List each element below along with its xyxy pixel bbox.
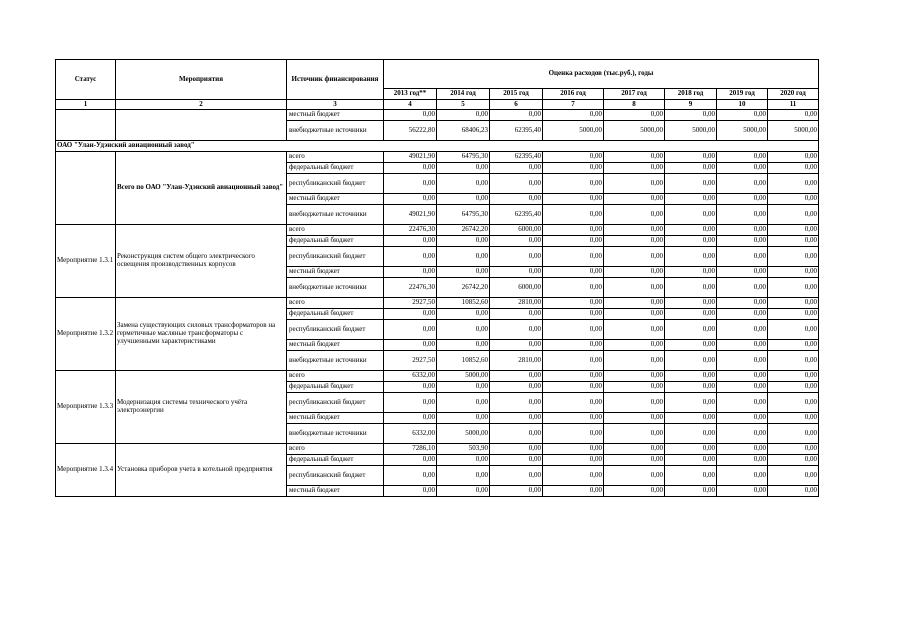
header-status: Статус (56, 60, 116, 100)
value-cell: 0,00 (543, 486, 604, 497)
value-cell: 0,00 (437, 247, 490, 267)
value-cell: 0,00 (543, 424, 604, 444)
value-cell: 0,00 (768, 247, 819, 267)
value-cell: 0,00 (768, 298, 819, 309)
value-cell: 0,00 (604, 174, 665, 194)
value-cell: 0,00 (768, 382, 819, 393)
value-cell: 5000,00 (437, 371, 490, 382)
value-cell: 0,00 (384, 267, 437, 278)
value-cell: 0,00 (543, 152, 604, 163)
value-cell: 0,00 (437, 466, 490, 486)
value-cell: 0,00 (490, 320, 543, 340)
value-cell: 0,00 (604, 236, 665, 247)
value-cell: 0,00 (717, 225, 768, 236)
value-cell: 0,00 (604, 298, 665, 309)
value-cell: 0,00 (768, 424, 819, 444)
value-cell: 6332,00 (384, 424, 437, 444)
value-cell: 0,00 (543, 393, 604, 413)
value-cell: 2810,00 (490, 298, 543, 309)
value-cell: 2927,50 (384, 298, 437, 309)
value-cell: 0,00 (665, 247, 717, 267)
funding-source: внебюджетные источники (287, 205, 384, 225)
table-row (56, 298, 819, 309)
funding-source: внебюджетные источники (287, 351, 384, 371)
value-cell: 0,00 (384, 340, 437, 351)
value-cell: 0,00 (768, 174, 819, 194)
value-cell: 0,00 (665, 278, 717, 298)
value-cell: 0,00 (665, 351, 717, 371)
value-cell: 0,00 (665, 298, 717, 309)
value-cell: 0,00 (384, 382, 437, 393)
value-cell: 5000,00 (665, 121, 717, 141)
value-cell: 56222,80 (384, 121, 437, 141)
value-cell: 0,00 (717, 486, 768, 497)
value-cell: 0,00 (665, 413, 717, 424)
value-cell: 0,00 (437, 393, 490, 413)
value-cell: 2927,50 (384, 351, 437, 371)
value-cell: 0,00 (604, 371, 665, 382)
value-cell: 0,00 (717, 205, 768, 225)
value-cell: 0,00 (665, 340, 717, 351)
funding-source: местный бюджет (287, 267, 384, 278)
column-number: 6 (490, 100, 543, 110)
value-cell: 0,00 (665, 225, 717, 236)
value-cell: 64795,30 (437, 152, 490, 163)
value-cell: 0,00 (768, 340, 819, 351)
value-cell: 0,00 (490, 455, 543, 466)
value-cell: 0,00 (543, 371, 604, 382)
value-cell: 0,00 (717, 455, 768, 466)
value-cell: 0,00 (490, 466, 543, 486)
value-cell: 0,00 (437, 194, 490, 205)
column-number: 9 (665, 100, 717, 110)
value-cell: 0,00 (543, 444, 604, 455)
value-cell: 0,00 (543, 247, 604, 267)
value-cell: 0,00 (543, 455, 604, 466)
value-cell: 6332,00 (384, 371, 437, 382)
value-cell: 0,00 (384, 466, 437, 486)
value-cell: 0,00 (768, 371, 819, 382)
value-cell: 0,00 (768, 393, 819, 413)
value-cell: 0,00 (768, 225, 819, 236)
header-year: 2014 год (437, 89, 490, 100)
value-cell: 0,00 (543, 267, 604, 278)
column-number: 10 (717, 100, 768, 110)
value-cell: 22476,30 (384, 278, 437, 298)
value-cell: 0,00 (604, 163, 665, 174)
value-cell: 0,00 (717, 247, 768, 267)
value-cell: 0,00 (384, 174, 437, 194)
value-cell: 0,00 (768, 466, 819, 486)
header-year: 2015 год (490, 89, 543, 100)
value-cell: 64795,30 (437, 205, 490, 225)
header-year: 2013 год** (384, 89, 437, 100)
value-cell: 7286,10 (384, 444, 437, 455)
funding-source: республиканский бюджет (287, 247, 384, 267)
value-cell: 0,00 (437, 320, 490, 340)
value-cell: 0,00 (717, 466, 768, 486)
value-cell: 0,00 (543, 340, 604, 351)
value-cell: 0,00 (543, 413, 604, 424)
value-cell: 0,00 (665, 320, 717, 340)
value-cell: 0,00 (665, 371, 717, 382)
value-cell: 0,00 (543, 236, 604, 247)
value-cell: 5000,00 (768, 121, 819, 141)
funding-source: федеральный бюджет (287, 455, 384, 466)
column-number: 8 (604, 100, 665, 110)
value-cell: 0,00 (604, 486, 665, 497)
value-cell: 5000,00 (717, 121, 768, 141)
funding-source: федеральный бюджет (287, 309, 384, 320)
header-year: 2018 год (665, 89, 717, 100)
value-cell: 5000,00 (437, 424, 490, 444)
value-cell: 62395,40 (490, 205, 543, 225)
value-cell: 503,90 (437, 444, 490, 455)
table-row (56, 225, 819, 236)
table-row (56, 444, 819, 455)
value-cell: 0,00 (543, 110, 604, 121)
value-cell: 0,00 (384, 110, 437, 121)
value-cell: 0,00 (437, 413, 490, 424)
value-cell: 0,00 (768, 455, 819, 466)
value-cell: 0,00 (665, 163, 717, 174)
org-title-row (56, 141, 819, 152)
value-cell: 0,00 (604, 205, 665, 225)
column-number: 4 (384, 100, 437, 110)
column-number: 7 (543, 100, 604, 110)
funding-source: всего (287, 298, 384, 309)
value-cell: 0,00 (543, 320, 604, 340)
value-cell: 0,00 (604, 424, 665, 444)
value-cell: 0,00 (604, 152, 665, 163)
header-event: Мероприятия (116, 60, 287, 100)
value-cell: 0,00 (604, 309, 665, 320)
value-cell: 0,00 (665, 194, 717, 205)
value-cell: 0,00 (490, 424, 543, 444)
value-cell: 0,00 (437, 486, 490, 497)
value-cell: 0,00 (543, 225, 604, 236)
value-cell: 6000,00 (490, 225, 543, 236)
event-cell (116, 110, 287, 141)
value-cell: 5000,00 (543, 121, 604, 141)
value-cell: 0,00 (717, 413, 768, 424)
value-cell: 0,00 (665, 486, 717, 497)
header-estimate: Оценка расходов (тыс.руб.), годы (384, 60, 819, 89)
org-title: ОАО "Улан-Удэнский авиационный завод" (56, 141, 819, 152)
status-cell: Мероприятие 1.3.2 (56, 298, 116, 371)
funding-source: внебюджетные источники (287, 278, 384, 298)
status-cell (56, 152, 116, 225)
value-cell: 0,00 (717, 194, 768, 205)
value-cell: 0,00 (768, 278, 819, 298)
value-cell: 0,00 (604, 267, 665, 278)
value-cell: 0,00 (604, 351, 665, 371)
value-cell: 0,00 (384, 486, 437, 497)
value-cell: 0,00 (604, 247, 665, 267)
funding-source: федеральный бюджет (287, 163, 384, 174)
value-cell: 0,00 (768, 267, 819, 278)
funding-source: всего (287, 371, 384, 382)
value-cell: 0,00 (717, 152, 768, 163)
value-cell: 0,00 (490, 236, 543, 247)
funding-source: федеральный бюджет (287, 236, 384, 247)
value-cell: 0,00 (604, 194, 665, 205)
value-cell: 0,00 (717, 371, 768, 382)
column-number: 1 (56, 100, 116, 110)
column-number: 11 (768, 100, 819, 110)
value-cell: 0,00 (717, 340, 768, 351)
value-cell: 0,00 (604, 110, 665, 121)
value-cell: 0,00 (543, 351, 604, 371)
funding-source: республиканский бюджет (287, 466, 384, 486)
value-cell: 0,00 (437, 267, 490, 278)
status-cell (56, 110, 116, 141)
funding-source: местный бюджет (287, 486, 384, 497)
value-cell: 0,00 (768, 205, 819, 225)
event-cell: Модернизация системы технического учёта электроэнергии (116, 371, 287, 444)
header-year: 2020 год (768, 89, 819, 100)
value-cell: 0,00 (768, 351, 819, 371)
value-cell: 0,00 (490, 444, 543, 455)
funding-source: всего (287, 444, 384, 455)
value-cell: 0,00 (665, 466, 717, 486)
table-row (56, 110, 819, 121)
value-cell: 0,00 (717, 424, 768, 444)
value-cell: 0,00 (543, 298, 604, 309)
value-cell: 5000,00 (604, 121, 665, 141)
funding-source: местный бюджет (287, 413, 384, 424)
value-cell: 0,00 (717, 309, 768, 320)
value-cell: 0,00 (437, 455, 490, 466)
value-cell: 0,00 (543, 309, 604, 320)
value-cell: 0,00 (384, 247, 437, 267)
value-cell: 0,00 (384, 194, 437, 205)
value-cell: 62395,40 (490, 121, 543, 141)
value-cell: 0,00 (717, 382, 768, 393)
value-cell: 0,00 (717, 174, 768, 194)
value-cell: 0,00 (490, 194, 543, 205)
value-cell: 0,00 (437, 340, 490, 351)
value-cell: 0,00 (490, 267, 543, 278)
value-cell: 0,00 (768, 194, 819, 205)
value-cell: 0,00 (717, 393, 768, 413)
value-cell: 0,00 (665, 174, 717, 194)
value-cell: 0,00 (543, 163, 604, 174)
funding-source: местный бюджет (287, 110, 384, 121)
value-cell: 0,00 (490, 247, 543, 267)
value-cell: 68406,23 (437, 121, 490, 141)
value-cell: 0,00 (543, 466, 604, 486)
value-cell: 0,00 (665, 309, 717, 320)
value-cell: 0,00 (717, 444, 768, 455)
value-cell: 0,00 (384, 236, 437, 247)
status-cell: Мероприятие 1.3.4 (56, 444, 116, 497)
value-cell: 0,00 (768, 309, 819, 320)
expense-table (55, 59, 819, 497)
value-cell: 26742,20 (437, 278, 490, 298)
value-cell: 0,00 (437, 382, 490, 393)
value-cell: 0,00 (384, 309, 437, 320)
value-cell: 0,00 (768, 320, 819, 340)
funding-source: местный бюджет (287, 340, 384, 351)
value-cell: 0,00 (604, 320, 665, 340)
status-cell: Мероприятие 1.3.3 (56, 371, 116, 444)
value-cell: 0,00 (768, 163, 819, 174)
funding-source: местный бюджет (287, 194, 384, 205)
value-cell: 10852,60 (437, 351, 490, 371)
value-cell: 2810,00 (490, 351, 543, 371)
value-cell: 0,00 (717, 110, 768, 121)
value-cell: 0,00 (490, 110, 543, 121)
value-cell: 0,00 (490, 382, 543, 393)
value-cell: 10852,60 (437, 298, 490, 309)
event-cell: Всего по ОАО "Улан-Удэнский авиационный завод" (116, 152, 287, 225)
value-cell: 0,00 (437, 236, 490, 247)
header-source: Источник финансирования (287, 60, 384, 100)
value-cell: 49021,90 (384, 152, 437, 163)
funding-source: всего (287, 225, 384, 236)
funding-source: внебюджетные источники (287, 121, 384, 141)
value-cell: 0,00 (665, 455, 717, 466)
funding-source: республиканский бюджет (287, 174, 384, 194)
value-cell: 0,00 (490, 174, 543, 194)
event-cell: Установка приборов учета в котельной предприятия (116, 444, 287, 497)
value-cell: 0,00 (437, 174, 490, 194)
funding-source: внебюджетные источники (287, 424, 384, 444)
value-cell: 0,00 (604, 466, 665, 486)
status-cell: Мероприятие 1.3.1 (56, 225, 116, 298)
value-cell: 0,00 (604, 225, 665, 236)
table-row (56, 152, 819, 163)
value-cell: 0,00 (665, 205, 717, 225)
value-cell: 0,00 (717, 278, 768, 298)
value-cell: 62395,40 (490, 152, 543, 163)
value-cell: 0,00 (665, 444, 717, 455)
value-cell: 0,00 (665, 236, 717, 247)
value-cell: 6000,00 (490, 278, 543, 298)
value-cell: 0,00 (490, 413, 543, 424)
value-cell: 26742,20 (437, 225, 490, 236)
value-cell: 0,00 (384, 320, 437, 340)
value-cell: 0,00 (604, 278, 665, 298)
funding-source: республиканский бюджет (287, 393, 384, 413)
table-row (56, 371, 819, 382)
value-cell: 0,00 (717, 320, 768, 340)
value-cell: 0,00 (665, 393, 717, 413)
value-cell: 0,00 (717, 298, 768, 309)
event-cell: Реконструкция систем общего электрического освещения производственных корпусов (116, 225, 287, 298)
value-cell: 0,00 (543, 382, 604, 393)
value-cell: 22476,30 (384, 225, 437, 236)
column-number: 5 (437, 100, 490, 110)
value-cell: 0,00 (768, 236, 819, 247)
value-cell: 0,00 (490, 371, 543, 382)
value-cell: 0,00 (384, 393, 437, 413)
header-year: 2017 год (604, 89, 665, 100)
value-cell: 0,00 (717, 236, 768, 247)
header-year: 2016 год (543, 89, 604, 100)
funding-source: республиканский бюджет (287, 320, 384, 340)
table-body (56, 110, 819, 497)
value-cell: 0,00 (768, 444, 819, 455)
value-cell: 0,00 (604, 444, 665, 455)
value-cell: 0,00 (490, 163, 543, 174)
value-cell: 49021,90 (384, 205, 437, 225)
value-cell: 0,00 (665, 110, 717, 121)
value-cell: 0,00 (543, 174, 604, 194)
value-cell: 0,00 (665, 267, 717, 278)
value-cell: 0,00 (437, 110, 490, 121)
value-cell: 0,00 (717, 267, 768, 278)
value-cell: 0,00 (543, 278, 604, 298)
event-cell: Замена существующих силовых трансформаторов на герметичные масляные трансформаторы с улучшенными характеристиками (116, 298, 287, 371)
value-cell: 0,00 (665, 382, 717, 393)
value-cell: 0,00 (665, 424, 717, 444)
value-cell: 0,00 (768, 110, 819, 121)
header-year: 2019 год (717, 89, 768, 100)
value-cell: 0,00 (768, 486, 819, 497)
column-number: 2 (116, 100, 287, 110)
value-cell: 0,00 (604, 393, 665, 413)
value-cell: 0,00 (384, 163, 437, 174)
value-cell: 0,00 (665, 152, 717, 163)
value-cell: 0,00 (604, 413, 665, 424)
value-cell: 0,00 (768, 413, 819, 424)
value-cell: 0,00 (384, 455, 437, 466)
funding-source: всего (287, 152, 384, 163)
funding-source: федеральный бюджет (287, 382, 384, 393)
value-cell: 0,00 (384, 413, 437, 424)
value-cell: 0,00 (490, 309, 543, 320)
value-cell: 0,00 (717, 351, 768, 371)
value-cell: 0,00 (543, 194, 604, 205)
value-cell: 0,00 (437, 163, 490, 174)
value-cell: 0,00 (768, 152, 819, 163)
value-cell: 0,00 (543, 205, 604, 225)
value-cell: 0,00 (717, 163, 768, 174)
value-cell: 0,00 (604, 455, 665, 466)
value-cell: 0,00 (604, 382, 665, 393)
column-number: 3 (287, 100, 384, 110)
value-cell: 0,00 (490, 340, 543, 351)
value-cell: 0,00 (437, 309, 490, 320)
value-cell: 0,00 (604, 340, 665, 351)
value-cell: 0,00 (490, 393, 543, 413)
value-cell: 0,00 (490, 486, 543, 497)
